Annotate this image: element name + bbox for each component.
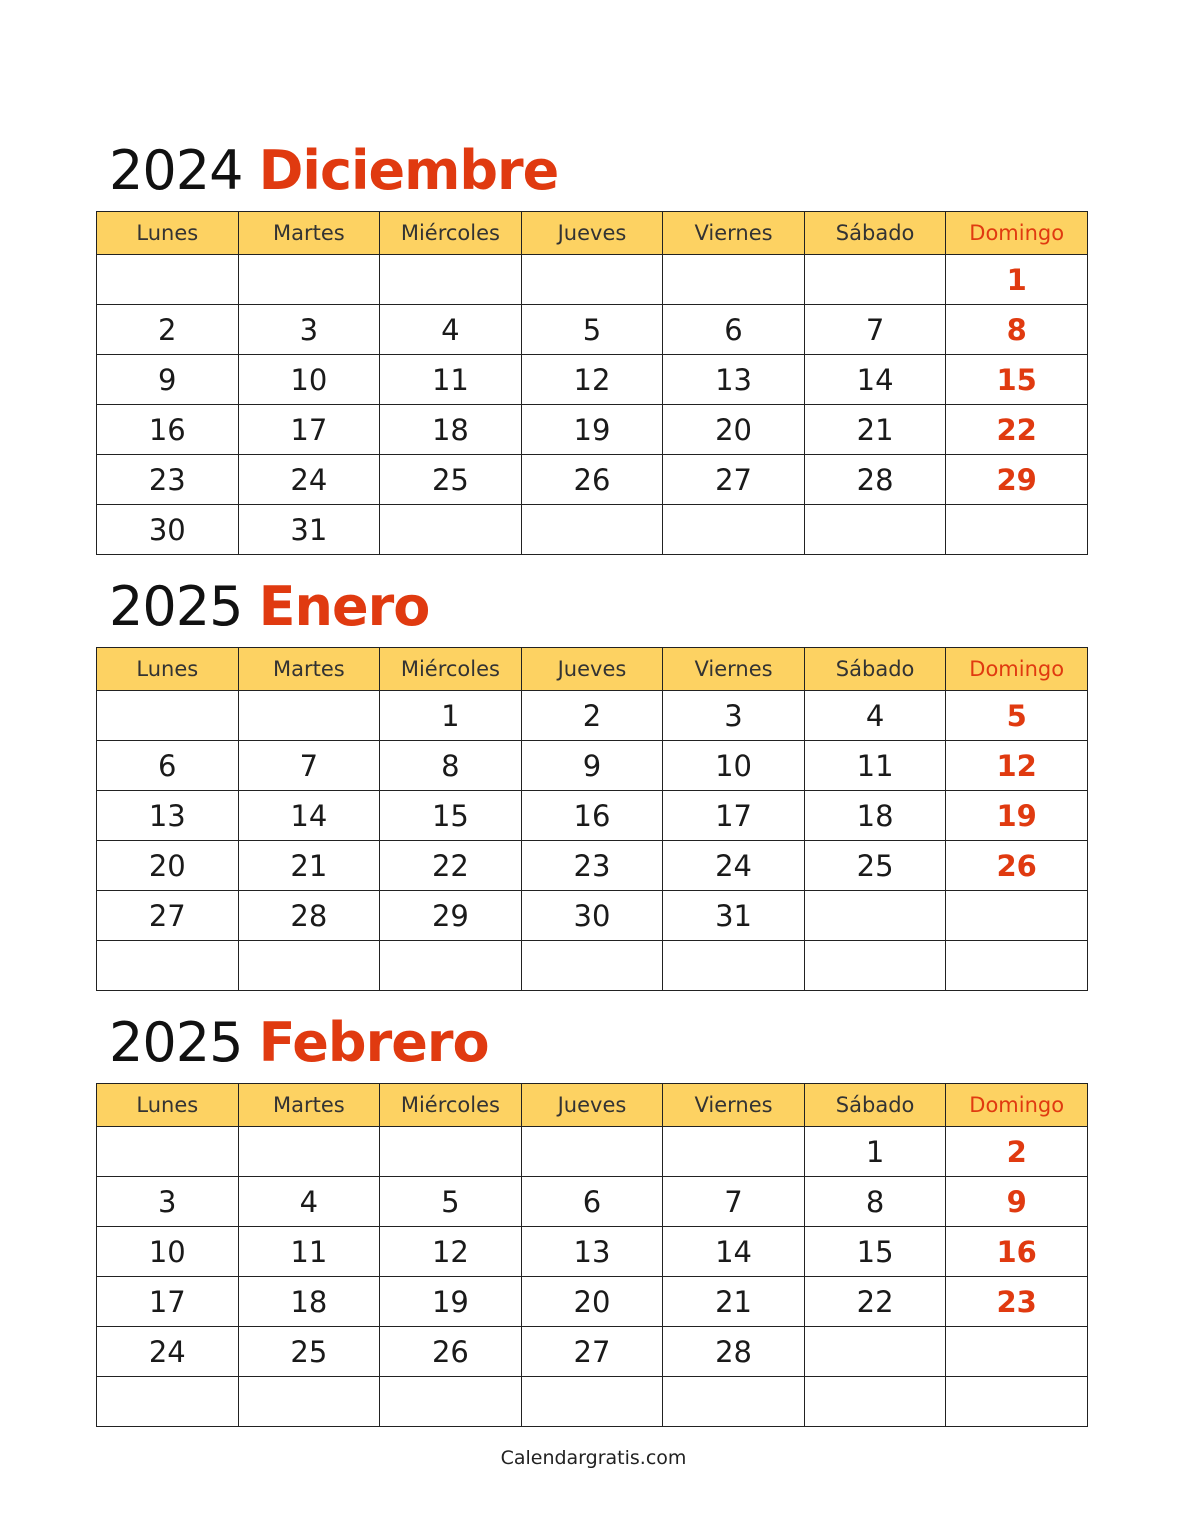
week-row bbox=[97, 505, 1088, 555]
day-cell: 23 bbox=[521, 841, 663, 891]
week-row bbox=[97, 455, 1088, 505]
day-cell: 10 bbox=[663, 741, 805, 791]
month-title bbox=[109, 1010, 489, 1076]
day-cell bbox=[97, 691, 239, 741]
day-cell: 21 bbox=[804, 405, 946, 455]
week-row bbox=[97, 891, 1088, 941]
day-cell: 29 bbox=[380, 891, 522, 941]
week-row bbox=[97, 941, 1088, 991]
day-cell: 25 bbox=[380, 455, 522, 505]
sunday-cell bbox=[946, 1327, 1088, 1377]
day-cell: 27 bbox=[521, 1327, 663, 1377]
day-cell: 24 bbox=[663, 841, 805, 891]
day-cell: 31 bbox=[238, 505, 380, 555]
weekday-header: Viernes bbox=[663, 648, 805, 691]
weekday-header: Jueves bbox=[521, 212, 663, 255]
weekday-header: Lunes bbox=[97, 648, 239, 691]
sunday-cell: 5 bbox=[946, 691, 1088, 741]
weekday-header: Martes bbox=[238, 648, 380, 691]
day-cell: 19 bbox=[521, 405, 663, 455]
day-cell: 17 bbox=[663, 791, 805, 841]
day-cell: 30 bbox=[521, 891, 663, 941]
weekday-header: Viernes bbox=[663, 1084, 805, 1127]
sunday-cell: 19 bbox=[946, 791, 1088, 841]
month-year: 2025 bbox=[109, 1011, 243, 1074]
sunday-cell: 29 bbox=[946, 455, 1088, 505]
day-cell bbox=[97, 255, 239, 305]
day-cell: 13 bbox=[663, 355, 805, 405]
day-cell bbox=[663, 1127, 805, 1177]
week-row bbox=[97, 405, 1088, 455]
day-cell: 20 bbox=[97, 841, 239, 891]
weekday-header: Sábado bbox=[804, 212, 946, 255]
day-cell: 25 bbox=[238, 1327, 380, 1377]
day-cell: 21 bbox=[238, 841, 380, 891]
day-cell: 10 bbox=[97, 1227, 239, 1277]
day-cell bbox=[238, 1127, 380, 1177]
month-name: Diciembre bbox=[258, 139, 559, 202]
day-cell: 10 bbox=[238, 355, 380, 405]
day-cell: 4 bbox=[804, 691, 946, 741]
sunday-cell: 22 bbox=[946, 405, 1088, 455]
footer-site-name: Calendargratis.com bbox=[500, 1447, 687, 1469]
day-cell: 4 bbox=[380, 305, 522, 355]
sunday-cell: 15 bbox=[946, 355, 1088, 405]
month-title bbox=[109, 138, 558, 204]
day-cell: 3 bbox=[238, 305, 380, 355]
weekday-header: Miércoles bbox=[380, 212, 522, 255]
day-cell: 23 bbox=[97, 455, 239, 505]
week-row bbox=[97, 791, 1088, 841]
day-cell bbox=[663, 505, 805, 555]
weekday-header: Domingo bbox=[946, 648, 1088, 691]
sunday-cell: 23 bbox=[946, 1277, 1088, 1327]
day-cell: 17 bbox=[97, 1277, 239, 1327]
day-cell: 24 bbox=[97, 1327, 239, 1377]
day-cell: 14 bbox=[238, 791, 380, 841]
day-cell: 13 bbox=[521, 1227, 663, 1277]
sunday-cell: 2 bbox=[946, 1127, 1088, 1177]
weekday-header: Martes bbox=[238, 1084, 380, 1127]
day-cell bbox=[804, 891, 946, 941]
week-row bbox=[97, 255, 1088, 305]
day-cell: 9 bbox=[521, 741, 663, 791]
sunday-cell bbox=[946, 1377, 1088, 1427]
sunday-cell: 9 bbox=[946, 1177, 1088, 1227]
week-row bbox=[97, 1377, 1088, 1427]
day-cell: 17 bbox=[238, 405, 380, 455]
week-row bbox=[97, 1127, 1088, 1177]
day-cell: 1 bbox=[804, 1127, 946, 1177]
day-cell: 28 bbox=[804, 455, 946, 505]
week-row bbox=[97, 355, 1088, 405]
week-row bbox=[97, 305, 1088, 355]
weekday-header: Sábado bbox=[804, 648, 946, 691]
weekday-header: Jueves bbox=[521, 1084, 663, 1127]
day-cell: 18 bbox=[804, 791, 946, 841]
day-cell: 18 bbox=[238, 1277, 380, 1327]
day-cell: 7 bbox=[663, 1177, 805, 1227]
week-row bbox=[97, 841, 1088, 891]
day-cell bbox=[380, 255, 522, 305]
day-cell bbox=[380, 505, 522, 555]
day-cell bbox=[238, 255, 380, 305]
day-cell bbox=[521, 1127, 663, 1177]
day-cell: 1 bbox=[380, 691, 522, 741]
sunday-cell: 16 bbox=[946, 1227, 1088, 1277]
day-cell: 12 bbox=[380, 1227, 522, 1277]
day-cell bbox=[663, 941, 805, 991]
day-cell: 3 bbox=[663, 691, 805, 741]
day-cell: 14 bbox=[663, 1227, 805, 1277]
month-year: 2025 bbox=[109, 575, 243, 638]
weekday-header: Jueves bbox=[521, 648, 663, 691]
day-cell: 6 bbox=[663, 305, 805, 355]
day-cell: 4 bbox=[238, 1177, 380, 1227]
day-cell: 6 bbox=[97, 741, 239, 791]
day-cell: 26 bbox=[380, 1327, 522, 1377]
day-cell: 16 bbox=[97, 405, 239, 455]
weekday-header-row bbox=[97, 648, 1088, 691]
day-cell: 22 bbox=[804, 1277, 946, 1327]
day-cell: 25 bbox=[804, 841, 946, 891]
day-cell: 7 bbox=[238, 741, 380, 791]
sunday-cell: 12 bbox=[946, 741, 1088, 791]
month-year: 2024 bbox=[109, 139, 243, 202]
day-cell: 28 bbox=[238, 891, 380, 941]
day-cell bbox=[238, 1377, 380, 1427]
month-name: Febrero bbox=[258, 1011, 489, 1074]
day-cell: 19 bbox=[380, 1277, 522, 1327]
week-row bbox=[97, 1327, 1088, 1377]
day-cell: 2 bbox=[521, 691, 663, 741]
day-cell: 6 bbox=[521, 1177, 663, 1227]
day-cell: 20 bbox=[663, 405, 805, 455]
calendar-table bbox=[96, 647, 1088, 991]
day-cell bbox=[804, 941, 946, 991]
day-cell: 16 bbox=[521, 791, 663, 841]
day-cell: 27 bbox=[663, 455, 805, 505]
day-cell bbox=[521, 1377, 663, 1427]
day-cell bbox=[521, 505, 663, 555]
day-cell: 22 bbox=[380, 841, 522, 891]
week-row bbox=[97, 1177, 1088, 1227]
day-cell: 5 bbox=[380, 1177, 522, 1227]
week-row bbox=[97, 691, 1088, 741]
day-cell: 28 bbox=[663, 1327, 805, 1377]
day-cell bbox=[663, 255, 805, 305]
sunday-cell bbox=[946, 505, 1088, 555]
day-cell: 11 bbox=[380, 355, 522, 405]
weekday-header: Sábado bbox=[804, 1084, 946, 1127]
week-row bbox=[97, 1277, 1088, 1327]
day-cell bbox=[97, 1127, 239, 1177]
day-cell: 2 bbox=[97, 305, 239, 355]
month-name: Enero bbox=[258, 575, 430, 638]
day-cell: 8 bbox=[804, 1177, 946, 1227]
day-cell bbox=[97, 1377, 239, 1427]
weekday-header-row bbox=[97, 212, 1088, 255]
day-cell: 21 bbox=[663, 1277, 805, 1327]
weekday-header: Domingo bbox=[946, 1084, 1088, 1127]
day-cell: 14 bbox=[804, 355, 946, 405]
week-row bbox=[97, 741, 1088, 791]
weekday-header: Lunes bbox=[97, 212, 239, 255]
day-cell: 11 bbox=[238, 1227, 380, 1277]
day-cell bbox=[238, 691, 380, 741]
day-cell: 3 bbox=[97, 1177, 239, 1227]
weekday-header: Miércoles bbox=[380, 1084, 522, 1127]
day-cell: 12 bbox=[521, 355, 663, 405]
day-cell: 18 bbox=[380, 405, 522, 455]
day-cell bbox=[238, 941, 380, 991]
day-cell bbox=[97, 941, 239, 991]
month-title bbox=[109, 574, 429, 640]
day-cell: 9 bbox=[97, 355, 239, 405]
day-cell: 15 bbox=[804, 1227, 946, 1277]
day-cell: 15 bbox=[380, 791, 522, 841]
day-cell: 8 bbox=[380, 741, 522, 791]
day-cell: 11 bbox=[804, 741, 946, 791]
week-row bbox=[97, 1227, 1088, 1277]
day-cell bbox=[804, 1327, 946, 1377]
day-cell bbox=[804, 505, 946, 555]
sunday-cell: 1 bbox=[946, 255, 1088, 305]
day-cell bbox=[380, 941, 522, 991]
day-cell: 20 bbox=[521, 1277, 663, 1327]
day-cell: 24 bbox=[238, 455, 380, 505]
day-cell bbox=[521, 941, 663, 991]
weekday-header: Viernes bbox=[663, 212, 805, 255]
day-cell bbox=[521, 255, 663, 305]
sunday-cell bbox=[946, 891, 1088, 941]
day-cell bbox=[804, 1377, 946, 1427]
day-cell: 5 bbox=[521, 305, 663, 355]
day-cell bbox=[380, 1127, 522, 1177]
day-cell bbox=[804, 255, 946, 305]
weekday-header: Martes bbox=[238, 212, 380, 255]
sunday-cell: 8 bbox=[946, 305, 1088, 355]
weekday-header-row bbox=[97, 1084, 1088, 1127]
weekday-header: Lunes bbox=[97, 1084, 239, 1127]
day-cell: 26 bbox=[521, 455, 663, 505]
sunday-cell bbox=[946, 941, 1088, 991]
day-cell bbox=[663, 1377, 805, 1427]
sunday-cell: 26 bbox=[946, 841, 1088, 891]
day-cell bbox=[380, 1377, 522, 1427]
calendar-table bbox=[96, 211, 1088, 555]
calendar-table bbox=[96, 1083, 1088, 1427]
weekday-header: Domingo bbox=[946, 212, 1088, 255]
day-cell: 7 bbox=[804, 305, 946, 355]
day-cell: 13 bbox=[97, 791, 239, 841]
weekday-header: Miércoles bbox=[380, 648, 522, 691]
day-cell: 30 bbox=[97, 505, 239, 555]
day-cell: 31 bbox=[663, 891, 805, 941]
day-cell: 27 bbox=[97, 891, 239, 941]
